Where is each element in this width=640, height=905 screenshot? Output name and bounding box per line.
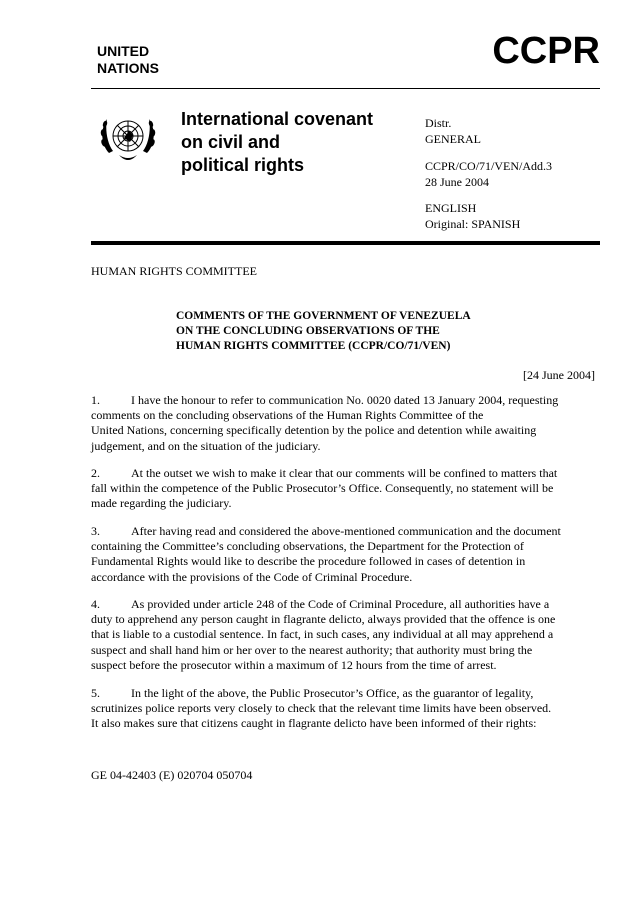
distribution-label: Distr. xyxy=(425,116,452,130)
distribution-block xyxy=(425,115,481,147)
paragraph-line: I have the honour to refer to communication No. 0020 dated 13 January 2004, requesting xyxy=(131,393,559,407)
org-line-1: UNITED xyxy=(97,43,150,59)
paragraph-line: comments on the concluding observations of the Human Rights Committee of the xyxy=(91,408,484,423)
covenant-title-line-3: political rights xyxy=(181,155,305,175)
paragraph-line: containing the Committee’s concluding observations, the Department for the Protection of xyxy=(91,539,524,554)
paragraph-line: United Nations, concerning specifically detention by the police and detention while awaiting xyxy=(91,423,537,438)
paragraph-line: that is liable to a custodial sentence. In fact, in such cases, any individual at all may apprehend a xyxy=(91,627,554,642)
org-line-2: NATIONS xyxy=(97,60,159,76)
paragraph-line: After having read and considered the above-mentioned communication and the document xyxy=(131,524,561,538)
paragraph-line: accordance with the provisions of the Code of Criminal Procedure. xyxy=(91,569,413,584)
organization-name xyxy=(97,43,159,77)
un-emblem-icon xyxy=(95,109,161,167)
document-date: 28 June 2004 xyxy=(425,175,489,189)
paragraph-number: 4. xyxy=(91,597,100,611)
paragraph-line: It also makes sure that citizens caught in flagrante delicto have been informed of their rights: xyxy=(91,716,537,731)
language-block xyxy=(425,200,520,232)
paragraph-number: 3. xyxy=(91,524,100,538)
paragraph-number: 5. xyxy=(91,686,100,700)
paragraph-2 xyxy=(91,466,603,512)
symbol-block xyxy=(425,158,552,190)
paragraph-line: As provided under article 248 of the Code of Criminal Procedure, all authorities have a xyxy=(131,597,550,611)
document-symbol: CCPR/CO/71/VEN/Add.3 xyxy=(425,159,553,173)
heading-line-1: COMMENTS OF THE GOVERNMENT OF VENEZUELA xyxy=(176,310,471,322)
committee-name: HUMAN RIGHTS COMMITTEE xyxy=(91,264,257,278)
paragraph-4 xyxy=(91,597,603,673)
document-code: CCPR xyxy=(492,30,600,72)
paragraph-line: suspect before the prosecutor within a maximum of 12 hours from the time of arrest. xyxy=(91,657,497,672)
paragraph-line: suspect and shall hand him or her over to the nearest authority; that authority must bring the xyxy=(91,642,533,657)
submission-date: [24 June 2004] xyxy=(523,368,595,382)
header-divider xyxy=(91,88,600,89)
covenant-title-line-2: on civil and xyxy=(181,132,281,152)
footer-job-number: GE 04-42403 (E) 020704 050704 xyxy=(91,768,253,782)
paragraph-number: 1. xyxy=(91,393,100,407)
paragraph-3 xyxy=(91,524,603,585)
distribution-value: GENERAL xyxy=(425,132,481,146)
paragraph-line: scrutinizes police reports very closely to check that the relevant time limits have been observed. xyxy=(91,701,552,716)
original-language: Original: SPANISH xyxy=(425,217,521,231)
document-heading xyxy=(176,309,536,354)
paragraph-line: duty to apprehend any person caught in flagrante delicto, always provided that the offence is one xyxy=(91,612,556,627)
paragraph-1 xyxy=(91,393,603,454)
paragraph-line: In the light of the above, the Public Prosecutor’s Office, as the guarantor of legality, xyxy=(131,686,534,700)
paragraph-line: judgement, and on the situation of the judiciary. xyxy=(91,438,321,453)
header-thick-divider xyxy=(91,241,600,245)
document-language: ENGLISH xyxy=(425,201,477,215)
paragraph-line: made regarding the judiciary. xyxy=(91,496,232,511)
covenant-title-line-1: International covenant xyxy=(181,109,374,129)
paragraph-number: 2. xyxy=(91,466,100,480)
heading-line-2: ON THE CONCLUDING OBSERVATIONS OF THE xyxy=(176,325,440,337)
paragraph-5 xyxy=(91,686,603,732)
paragraph-line: At the outset we wish to make it clear that our comments will be confined to matters that xyxy=(131,466,558,480)
paragraph-line: Fundamental Rights would like to describe the procedure followed in cases of detention in xyxy=(91,554,526,569)
heading-line-3: HUMAN RIGHTS COMMITTEE (CCPR/CO/71/VEN) xyxy=(176,340,451,352)
paragraph-line: fall within the competence of the Public Prosecutor’s Office. Consequently, no statement will be xyxy=(91,481,554,496)
covenant-title xyxy=(181,108,401,177)
